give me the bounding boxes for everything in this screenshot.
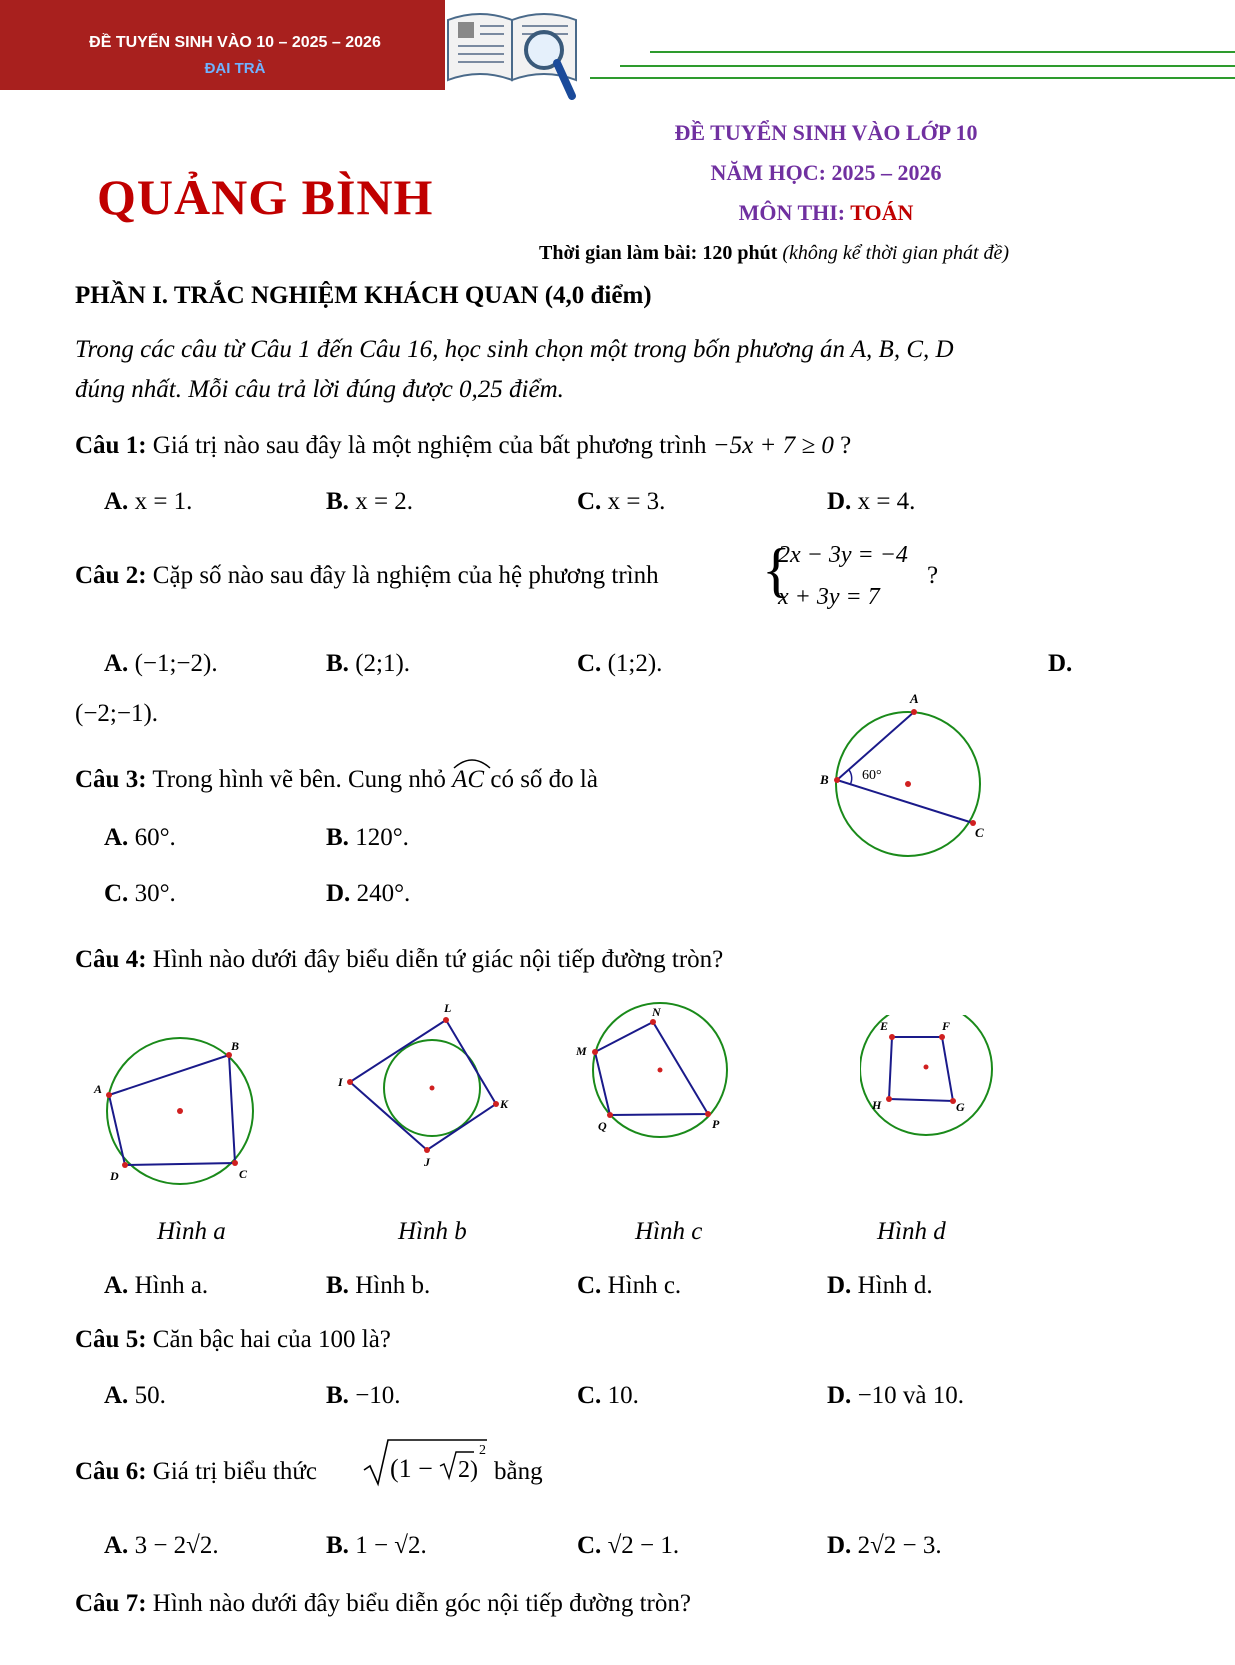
- q2-option-a[interactable]: [104, 650, 218, 678]
- part1-title: PHẦN I. TRẮC NGHIỆM KHÁCH QUAN (4,0 điểm): [75, 282, 652, 309]
- q3-option-d[interactable]: [326, 880, 410, 908]
- q6-option-a[interactable]: [104, 1532, 219, 1560]
- exam-title: ĐỀ TUYỂN SINH VÀO LỚP 10: [674, 120, 978, 145]
- option-value: x = 3.: [607, 488, 666, 515]
- system-eq-2: x + 3y = 7: [778, 584, 880, 610]
- angle-arc: [849, 770, 852, 785]
- time-limit: Thời gian làm bài: 120 phút: [539, 242, 778, 264]
- option-letter: B.: [326, 1532, 349, 1559]
- q3-figure: [810, 685, 1010, 865]
- question-7: [75, 1590, 691, 1618]
- point: [106, 1092, 112, 1098]
- option-letter: A.: [104, 488, 129, 515]
- caption-a: Hình a: [157, 1218, 226, 1245]
- label-b: B: [820, 772, 829, 787]
- center-point: [177, 1108, 183, 1114]
- question-5: [75, 1326, 391, 1354]
- option-letter: B.: [326, 1272, 349, 1299]
- book-search-icon: [440, 0, 590, 105]
- center-point: [924, 1065, 929, 1070]
- sqrt-expression: [362, 1432, 492, 1492]
- q2-option-d-value[interactable]: (−2;−1).: [75, 700, 159, 727]
- option-value: Hình b.: [355, 1272, 431, 1299]
- label: N: [652, 1005, 661, 1019]
- option-letter: D.: [827, 1532, 852, 1559]
- label: Q: [598, 1119, 607, 1133]
- question-label: Câu 5:: [75, 1326, 147, 1353]
- quad-efgh: [889, 1037, 953, 1101]
- q3-option-c[interactable]: [104, 880, 176, 908]
- question-6-label: [75, 1458, 317, 1486]
- option-value: √2 − 1.: [607, 1532, 680, 1559]
- time-note: (không kể thời gian phát đề): [782, 242, 1010, 264]
- option-letter: C.: [577, 1272, 602, 1299]
- option-letter: D.: [827, 1382, 852, 1409]
- q4-option-a[interactable]: [104, 1272, 208, 1300]
- q2-option-b[interactable]: [326, 650, 410, 678]
- angle-label: 60°: [862, 768, 882, 783]
- option-value: x = 4.: [857, 488, 916, 515]
- option-letter: C.: [104, 880, 129, 907]
- option-letter: A.: [104, 1382, 129, 1409]
- system-brace: {: [762, 537, 791, 603]
- point: [232, 1160, 238, 1166]
- point: [939, 1034, 945, 1040]
- quad-nmqp: [595, 1022, 708, 1115]
- label: M: [576, 1044, 587, 1058]
- question-label: Câu 1:: [75, 432, 147, 459]
- question-label: Câu 4:: [75, 946, 147, 973]
- svg-text:2: 2: [479, 1443, 486, 1458]
- subject-line: [626, 200, 1026, 226]
- question-text: Cặp số nào sau đây là nghiệm của hệ phương trình: [146, 562, 659, 589]
- q1-option-d[interactable]: [827, 488, 915, 516]
- question-3: [75, 766, 598, 794]
- question-text: Căn bậc hai của 100 là?: [146, 1326, 391, 1353]
- option-letter: B.: [326, 824, 349, 851]
- point: [886, 1096, 892, 1102]
- time-line: [539, 242, 1009, 265]
- figure-c: [570, 1000, 740, 1150]
- subject-name: TOÁN: [850, 200, 914, 225]
- q6-option-b[interactable]: [326, 1532, 427, 1560]
- option-value: 30°.: [134, 880, 176, 907]
- arc-mark-icon: [452, 756, 492, 770]
- label: J: [424, 1155, 430, 1169]
- center-point: [658, 1068, 663, 1073]
- option-value: Hình c.: [607, 1272, 682, 1299]
- svg-text:2): 2): [458, 1457, 478, 1483]
- q2-option-d-letter[interactable]: D.: [1048, 650, 1073, 677]
- label: E: [880, 1019, 889, 1033]
- option-letter: B.: [326, 488, 349, 515]
- q4-option-c[interactable]: [577, 1272, 681, 1300]
- q6-option-d[interactable]: [827, 1532, 942, 1560]
- school-year: NĂM HỌC: 2025 – 2026: [710, 160, 942, 185]
- label: B: [231, 1039, 240, 1053]
- question-text: Hình nào dưới đây biểu diễn tứ giác nội tiếp đường tròn?: [146, 946, 724, 973]
- q1-option-c[interactable]: [577, 488, 665, 516]
- svg-text:(1 −: (1 −: [390, 1454, 433, 1483]
- q4-option-d[interactable]: [827, 1272, 933, 1300]
- option-letter: D.: [326, 880, 351, 907]
- header-rules: [590, 40, 1235, 85]
- point-b: [834, 777, 840, 783]
- quad-abcd: [109, 1055, 235, 1165]
- option-value: 60°.: [134, 824, 176, 851]
- inequality: −5x + 7 ≥ 0: [712, 432, 834, 459]
- question-label: Câu 3:: [75, 766, 147, 793]
- option-value: (−1;−2).: [134, 650, 218, 677]
- label: C: [239, 1167, 248, 1181]
- figure-b: [330, 1000, 530, 1180]
- circle-d: [860, 1015, 992, 1135]
- option-letter: D.: [827, 488, 852, 515]
- label: L: [444, 1001, 452, 1015]
- question-text: Giá trị nào sau đây là một nghiệm của bất phương trình: [146, 432, 713, 459]
- option-value: 10.: [607, 1382, 639, 1409]
- chord-bc: [837, 780, 973, 823]
- option-letter: A.: [104, 650, 129, 677]
- q1-option-a[interactable]: [104, 488, 192, 516]
- option-value: −10.: [355, 1382, 401, 1409]
- option-letter: A.: [104, 1532, 129, 1559]
- part1-instr-1: Trong các câu từ Câu 1 đến Câu 16, học sinh chọn một trong bốn phương án A, B, C, D: [75, 336, 954, 363]
- question-label: Câu 7:: [75, 1590, 147, 1617]
- option-value: (1;2).: [607, 650, 663, 677]
- question-text: Hình nào dưới đây biểu diễn góc nội tiếp đường tròn?: [146, 1590, 691, 1617]
- option-letter: B.: [326, 650, 349, 677]
- question-4: [75, 946, 723, 974]
- subject-label: MÔN THI:: [738, 200, 851, 225]
- part1-instr-2: đúng nhất. Mỗi câu trả lời đúng được 0,25 điểm.: [75, 376, 564, 403]
- question-2: [75, 562, 659, 590]
- figure-a: [90, 1030, 270, 1190]
- label: F: [942, 1019, 951, 1033]
- option-letter: C.: [577, 488, 602, 515]
- point: [493, 1101, 499, 1107]
- q1-option-b[interactable]: [326, 488, 413, 516]
- option-value: 50.: [134, 1382, 166, 1409]
- q5-option-d[interactable]: [827, 1382, 964, 1410]
- banner-title: ĐỀ TUYỂN SINH VÀO 10 – 2025 – 2026: [89, 34, 381, 51]
- q5-option-c[interactable]: [577, 1382, 639, 1410]
- option-value: 120°.: [355, 824, 409, 851]
- option-value: 1 − √2.: [355, 1532, 427, 1559]
- option-value: 240°.: [356, 880, 411, 907]
- question-label: Câu 2:: [75, 562, 147, 589]
- q5-option-a[interactable]: [104, 1382, 166, 1410]
- question-6-end: bằng: [494, 1458, 543, 1485]
- caption-d: Hình d: [877, 1218, 946, 1245]
- label: A: [94, 1082, 103, 1096]
- system-eq-1: 2x − 3y = −4: [778, 542, 908, 568]
- label-c: C: [975, 825, 984, 840]
- point-a: [911, 709, 917, 715]
- point: [650, 1019, 656, 1025]
- province-title: QUẢNG BÌNH: [97, 169, 434, 225]
- point: [424, 1147, 430, 1153]
- question-1: [75, 432, 851, 460]
- point: [889, 1034, 895, 1040]
- label: P: [712, 1117, 720, 1131]
- option-letter: C.: [577, 1532, 602, 1559]
- arc-label: AC: [452, 766, 485, 793]
- label: G: [956, 1100, 965, 1114]
- option-value: x = 2.: [355, 488, 414, 515]
- question-text: Trong hình vẽ bên. Cung nhỏ: [146, 766, 453, 793]
- option-value: 2√2 − 3.: [857, 1532, 942, 1559]
- option-letter: C.: [577, 1382, 602, 1409]
- option-value: 3 − 2√2.: [134, 1532, 219, 1559]
- caption-b: Hình b: [398, 1218, 467, 1245]
- option-value: −10 và 10.: [857, 1382, 965, 1409]
- label: K: [500, 1097, 509, 1111]
- caption-c: Hình c: [635, 1218, 703, 1245]
- q4-option-b[interactable]: [326, 1272, 430, 1300]
- q2-option-c[interactable]: [577, 650, 662, 678]
- q6-option-c[interactable]: [577, 1532, 679, 1560]
- q3-option-b[interactable]: [326, 824, 409, 852]
- option-letter: C.: [577, 650, 602, 677]
- point: [443, 1017, 449, 1023]
- point: [347, 1079, 353, 1085]
- question-end: có số đo là: [484, 766, 598, 793]
- label: H: [872, 1098, 882, 1112]
- label-a: A: [910, 691, 919, 706]
- option-value: (2;1).: [355, 650, 411, 677]
- point: [607, 1112, 613, 1118]
- figure-d: [860, 1015, 1010, 1150]
- q3-option-a[interactable]: [104, 824, 176, 852]
- question-end: ?: [927, 562, 939, 589]
- center-point: [430, 1086, 435, 1091]
- label: D: [110, 1169, 119, 1183]
- option-value: Hình a.: [134, 1272, 209, 1299]
- point: [705, 1111, 711, 1117]
- option-letter: D.: [827, 1272, 852, 1299]
- q5-option-b[interactable]: [326, 1382, 401, 1410]
- quad-likj: [350, 1020, 496, 1150]
- question-label: Câu 6:: [75, 1458, 147, 1485]
- banner-subtitle: ĐẠI TRÀ: [204, 60, 266, 77]
- center-point: [905, 781, 911, 787]
- option-letter: A.: [104, 824, 129, 851]
- point: [592, 1049, 598, 1055]
- option-value: Hình d.: [857, 1272, 933, 1299]
- label: I: [338, 1075, 343, 1089]
- point: [122, 1162, 128, 1168]
- option-letter: B.: [326, 1382, 349, 1409]
- arc-symbol: [452, 766, 484, 794]
- question-end: ?: [833, 432, 852, 459]
- option-letter: A.: [104, 1272, 129, 1299]
- question-text: Giá trị biểu thức: [146, 1458, 317, 1485]
- option-value: x = 1.: [134, 488, 193, 515]
